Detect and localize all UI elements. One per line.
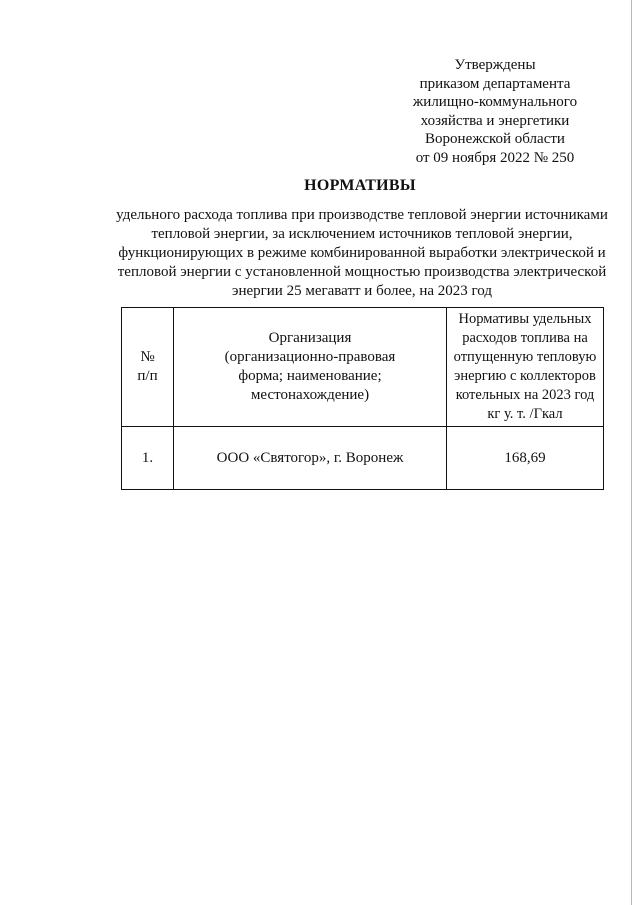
row-number: 1. [122,427,174,490]
header-organization-line: форма; наименование; [238,368,382,384]
approval-line: Утверждены [454,57,536,73]
subtitle-line: функционирующих в режиме комбинированной выработки электрической и [118,245,606,261]
row-organization: ООО «Святогор», г. Воронеж [174,427,447,490]
header-number [122,308,174,427]
approval-line: приказом департамента [419,75,571,92]
page-edge-line [631,0,632,905]
subtitle-line: тепловой энергии, за исключением источников тепловой энергии, [151,226,573,242]
norms-table [121,307,604,490]
header-norm-line: котельных на 2023 год [455,387,595,403]
approval-order-date: от 09 ноября 2022 № 250 [415,149,575,166]
header-organization-line: местонахождение) [250,387,370,403]
approval-line: хозяйства и энергетики [420,112,570,129]
header-number-line: № [140,349,155,365]
header-norm-line: энергию с коллекторов [454,368,596,384]
header-norm-line: расходов топлива на [462,330,588,346]
subtitle-line: энергии 25 мегаватт и более, на 2023 год [232,283,492,299]
header-organization-line: (организационно-правовая [224,349,396,365]
header-organization-line: Организация [268,330,352,346]
header-norm-line: кг у. т. /Гкал [487,406,563,422]
approval-line: Воронежской области [425,131,565,147]
row-norm-value: 168,69 [447,427,604,490]
subtitle-line: удельного расхода топлива при производстве тепловой энергии источниками [116,207,608,223]
document-title: НОРМАТИВЫ [304,177,416,194]
subtitle-line: тепловой энергии с установленной мощностью производства электрической [117,264,607,280]
header-organization [174,308,447,427]
table-row [122,427,604,490]
approval-block [395,56,595,167]
header-norm [447,308,604,427]
table-header-row [122,308,604,427]
approval-line: жилищно-коммунального [412,94,578,110]
header-norm-line: Нормативы удельных [458,311,592,327]
header-norm-line: отпущенную тепловую [453,349,597,365]
document-subtitle [92,206,632,301]
header-number-line: п/п [137,368,158,384]
